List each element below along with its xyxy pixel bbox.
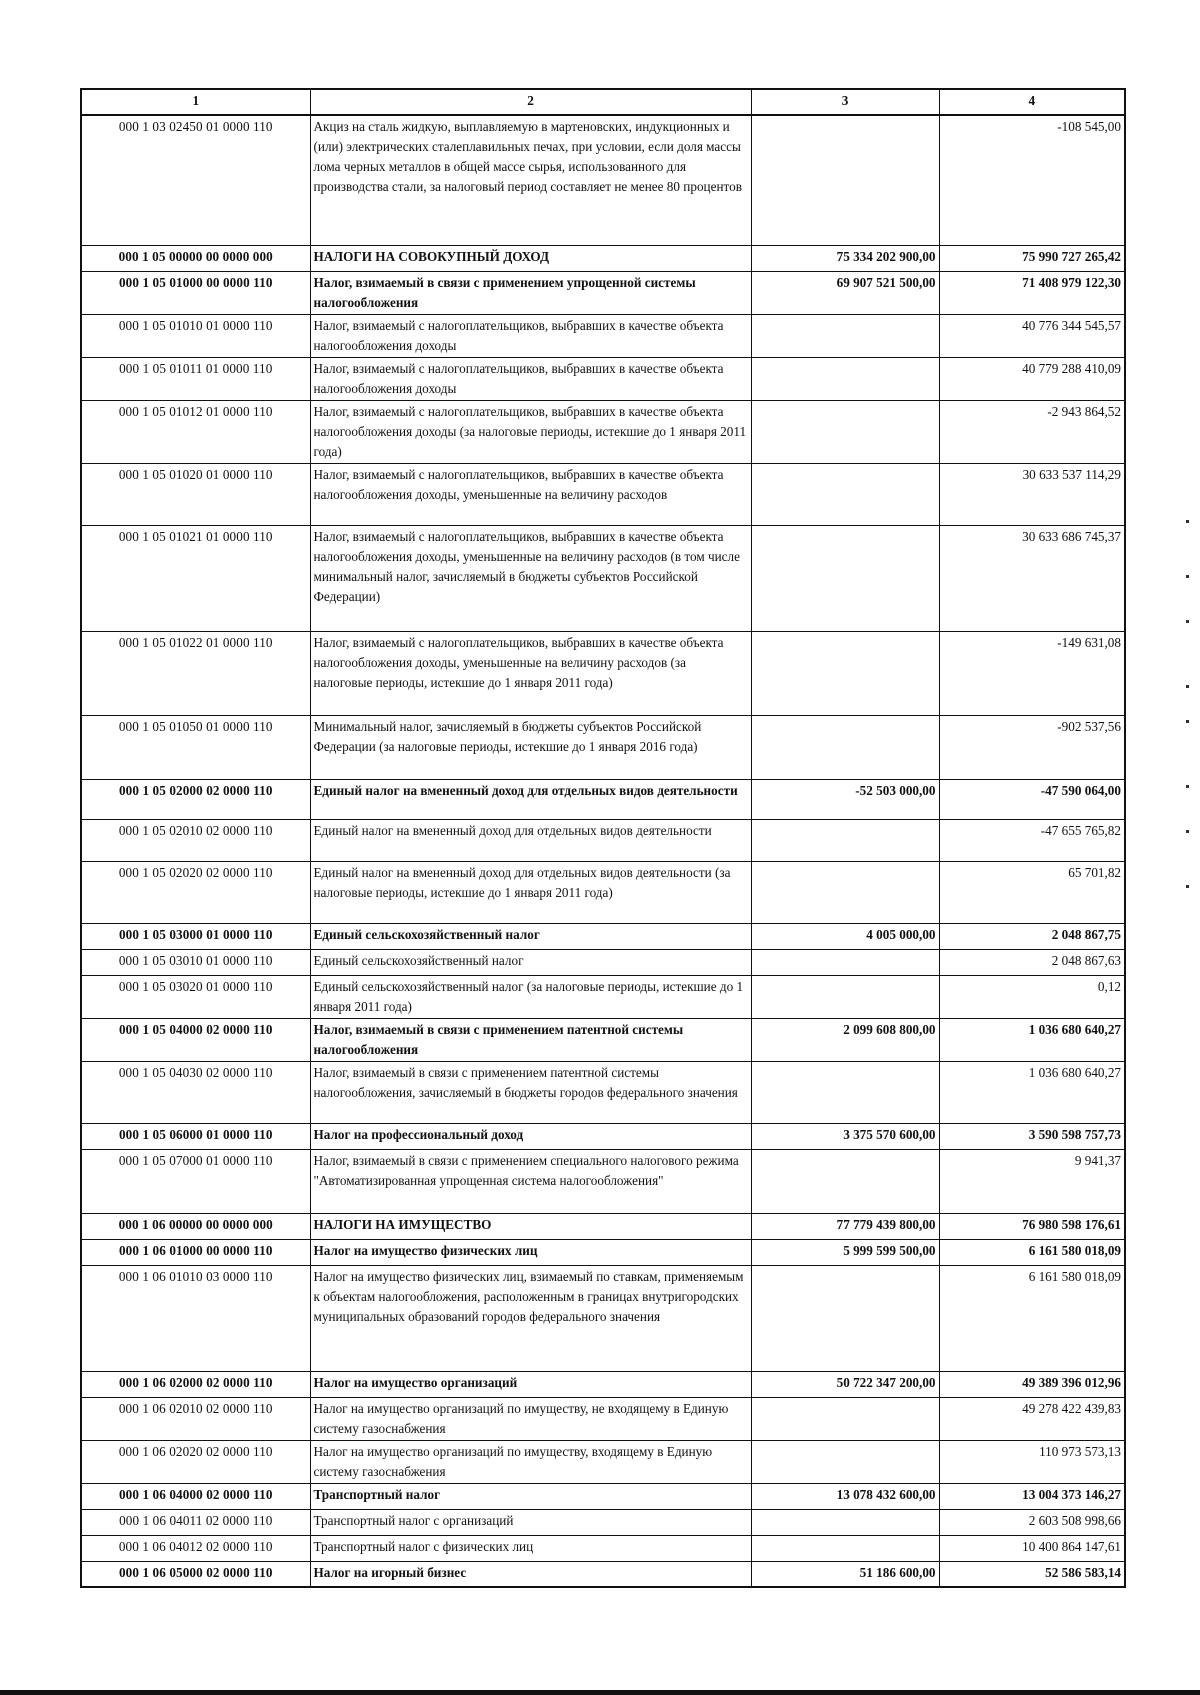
code-cell: 000 1 05 02020 02 0000 110 — [81, 861, 310, 923]
fact-cell: 6 161 580 018,09 — [939, 1265, 1125, 1371]
name-cell: Налог, взимаемый с налогоплательщиков, выбравших в качестве объекта налогообложения доходы, уменьшенные на величину расходов — [310, 463, 751, 525]
name-cell: НАЛОГИ НА СОВОКУПНЫЙ ДОХОД — [310, 245, 751, 271]
plan-cell — [751, 314, 939, 357]
table-body — [81, 115, 1125, 1587]
code-cell: 000 1 06 04000 02 0000 110 — [81, 1483, 310, 1509]
page-bottom-border — [0, 1690, 1200, 1695]
table-row — [81, 1561, 1125, 1587]
fact-cell: 75 990 727 265,42 — [939, 245, 1125, 271]
fact-cell: 76 980 598 176,61 — [939, 1213, 1125, 1239]
code-cell: 000 1 05 01012 01 0000 110 — [81, 400, 310, 463]
fact-cell: 3 590 598 757,73 — [939, 1123, 1125, 1149]
code-cell: 000 1 05 07000 01 0000 110 — [81, 1149, 310, 1213]
code-cell: 000 1 05 01050 01 0000 110 — [81, 715, 310, 779]
name-cell: Налог, взимаемый с налогоплательщиков, выбравших в качестве объекта налогообложения доходы (за налоговые периоды, истекшие до 1 января 2011 года) — [310, 400, 751, 463]
table-row — [81, 1213, 1125, 1239]
table-row — [81, 245, 1125, 271]
plan-cell — [751, 1535, 939, 1561]
table-row — [81, 314, 1125, 357]
plan-cell — [751, 1061, 939, 1123]
code-cell: 000 1 05 03000 01 0000 110 — [81, 923, 310, 949]
table-row — [81, 463, 1125, 525]
column-header-1: 1 — [81, 89, 310, 115]
plan-cell: 5 999 599 500,00 — [751, 1239, 939, 1265]
name-cell: Налог, взимаемый с налогоплательщиков, выбравших в качестве объекта налогообложения доходы — [310, 314, 751, 357]
name-cell: Налог на имущество физических лиц, взимаемый по ставкам, применяемым к объектам налогообложения, расположенным в границах внутригородских муниципальных образований городов федерального значения — [310, 1265, 751, 1371]
code-cell: 000 1 05 03020 01 0000 110 — [81, 975, 310, 1018]
name-cell: Налог, взимаемый с налогоплательщиков, выбравших в качестве объекта налогообложения доходы, уменьшенные на величину расходов (за налоговые периоды, истекшие до 1 января 2011 года) — [310, 631, 751, 715]
plan-cell — [751, 949, 939, 975]
code-cell: 000 1 05 04030 02 0000 110 — [81, 1061, 310, 1123]
column-header-2: 2 — [310, 89, 751, 115]
code-cell: 000 1 05 02010 02 0000 110 — [81, 819, 310, 861]
name-cell: Налог на имущество организаций по имуществу, не входящему в Единую систему газоснабжения — [310, 1397, 751, 1440]
code-cell: 000 1 06 05000 02 0000 110 — [81, 1561, 310, 1587]
table-row — [81, 357, 1125, 400]
plan-cell: 50 722 347 200,00 — [751, 1371, 939, 1397]
table-row — [81, 1061, 1125, 1123]
fact-cell: 110 973 573,13 — [939, 1440, 1125, 1483]
fact-cell: -902 537,56 — [939, 715, 1125, 779]
code-cell: 000 1 05 01020 01 0000 110 — [81, 463, 310, 525]
code-cell: 000 1 06 01010 03 0000 110 — [81, 1265, 310, 1371]
fact-cell: 1 036 680 640,27 — [939, 1018, 1125, 1061]
fact-cell: 30 633 686 745,37 — [939, 525, 1125, 631]
fact-cell: -47 655 765,82 — [939, 819, 1125, 861]
plan-cell — [751, 631, 939, 715]
code-cell: 000 1 05 00000 00 0000 000 — [81, 245, 310, 271]
fact-cell: 2 603 508 998,66 — [939, 1509, 1125, 1535]
table-row — [81, 779, 1125, 819]
name-cell: Транспортный налог с организаций — [310, 1509, 751, 1535]
name-cell: Налог на имущество организаций по имуществу, входящему в Единую систему газоснабжения — [310, 1440, 751, 1483]
column-header-4: 4 — [939, 89, 1125, 115]
name-cell: Единый сельскохозяйственный налог (за налоговые периоды, истекшие до 1 января 2011 года) — [310, 975, 751, 1018]
plan-cell — [751, 1509, 939, 1535]
plan-cell: 2 099 608 800,00 — [751, 1018, 939, 1061]
fact-cell: -149 631,08 — [939, 631, 1125, 715]
table-row — [81, 631, 1125, 715]
table-row — [81, 1371, 1125, 1397]
name-cell: Налог на имущество физических лиц — [310, 1239, 751, 1265]
fact-cell: -108 545,00 — [939, 115, 1125, 245]
plan-cell: 77 779 439 800,00 — [751, 1213, 939, 1239]
table-row — [81, 923, 1125, 949]
table-header-row — [81, 89, 1125, 115]
code-cell: 000 1 05 01021 01 0000 110 — [81, 525, 310, 631]
name-cell: Единый сельскохозяйственный налог — [310, 949, 751, 975]
table-row — [81, 819, 1125, 861]
fact-cell: 40 779 288 410,09 — [939, 357, 1125, 400]
fact-cell: 9 941,37 — [939, 1149, 1125, 1213]
table-row — [81, 861, 1125, 923]
scan-edge-marks — [1186, 520, 1192, 920]
plan-cell — [751, 1265, 939, 1371]
plan-cell: 13 078 432 600,00 — [751, 1483, 939, 1509]
plan-cell — [751, 400, 939, 463]
fact-cell: 40 776 344 545,57 — [939, 314, 1125, 357]
code-cell: 000 1 05 01000 00 0000 110 — [81, 271, 310, 314]
fact-cell: 2 048 867,75 — [939, 923, 1125, 949]
name-cell: Акциз на сталь жидкую, выплавляемую в мартеновских, индукционных и (или) электрических сталеплавильных печах, при условии, если доля массы лома черных металлов в общей массе сырья, использованного для производства стали, за налоговый период составляет не менее 80 процентов — [310, 115, 751, 245]
name-cell: Единый налог на вмененный доход для отдельных видов деятельности — [310, 819, 751, 861]
fact-cell: -2 943 864,52 — [939, 400, 1125, 463]
fact-cell: 49 278 422 439,83 — [939, 1397, 1125, 1440]
revenue-table — [80, 88, 1126, 1588]
code-cell: 000 1 06 02010 02 0000 110 — [81, 1397, 310, 1440]
code-cell: 000 1 06 04011 02 0000 110 — [81, 1509, 310, 1535]
name-cell: Налог на имущество организаций — [310, 1371, 751, 1397]
fact-cell: 65 701,82 — [939, 861, 1125, 923]
plan-cell — [751, 819, 939, 861]
table-row — [81, 1265, 1125, 1371]
plan-cell — [751, 861, 939, 923]
table-row — [81, 1018, 1125, 1061]
plan-cell: 69 907 521 500,00 — [751, 271, 939, 314]
fact-cell: 52 586 583,14 — [939, 1561, 1125, 1587]
fact-cell: -47 590 064,00 — [939, 779, 1125, 819]
code-cell: 000 1 06 02020 02 0000 110 — [81, 1440, 310, 1483]
name-cell: Налог, взимаемый с налогоплательщиков, выбравших в качестве объекта налогообложения доходы, уменьшенные на величину расходов (в том числе минимальный налог, зачисляемый в бюджеты субъектов Российской Федерации) — [310, 525, 751, 631]
table-row — [81, 400, 1125, 463]
code-cell: 000 1 06 01000 00 0000 110 — [81, 1239, 310, 1265]
name-cell: Минимальный налог, зачисляемый в бюджеты субъектов Российской Федерации (за налоговые периоды, истекшие до 1 января 2016 года) — [310, 715, 751, 779]
code-cell: 000 1 06 04012 02 0000 110 — [81, 1535, 310, 1561]
name-cell: Налог, взимаемый в связи с применением специального налогового режима "Автоматизированная упрощенная система налогообложения" — [310, 1149, 751, 1213]
plan-cell — [751, 115, 939, 245]
code-cell: 000 1 05 01022 01 0000 110 — [81, 631, 310, 715]
code-cell: 000 1 05 06000 01 0000 110 — [81, 1123, 310, 1149]
plan-cell: 75 334 202 900,00 — [751, 245, 939, 271]
table-row — [81, 1397, 1125, 1440]
table-row — [81, 1440, 1125, 1483]
plan-cell — [751, 975, 939, 1018]
plan-cell: 51 186 600,00 — [751, 1561, 939, 1587]
fact-cell: 1 036 680 640,27 — [939, 1061, 1125, 1123]
table-row — [81, 1239, 1125, 1265]
fact-cell: 30 633 537 114,29 — [939, 463, 1125, 525]
code-cell: 000 1 05 03010 01 0000 110 — [81, 949, 310, 975]
plan-cell — [751, 357, 939, 400]
plan-cell — [751, 463, 939, 525]
name-cell: Налог, взимаемый в связи с применением патентной системы налогообложения, зачисляемый в бюджеты городов федерального значения — [310, 1061, 751, 1123]
code-cell: 000 1 05 04000 02 0000 110 — [81, 1018, 310, 1061]
code-cell: 000 1 05 01011 01 0000 110 — [81, 357, 310, 400]
table-row — [81, 271, 1125, 314]
code-cell: 000 1 03 02450 01 0000 110 — [81, 115, 310, 245]
name-cell: Налог, взимаемый в связи с применением упрощенной системы налогообложения — [310, 271, 751, 314]
plan-cell: 4 005 000,00 — [751, 923, 939, 949]
fact-cell: 6 161 580 018,09 — [939, 1239, 1125, 1265]
plan-cell — [751, 1440, 939, 1483]
table-row — [81, 1149, 1125, 1213]
column-header-3: 3 — [751, 89, 939, 115]
plan-cell — [751, 1149, 939, 1213]
table-row — [81, 525, 1125, 631]
plan-cell: -52 503 000,00 — [751, 779, 939, 819]
name-cell: Налог на игорный бизнес — [310, 1561, 751, 1587]
name-cell: НАЛОГИ НА ИМУЩЕСТВО — [310, 1213, 751, 1239]
plan-cell — [751, 525, 939, 631]
table-row — [81, 949, 1125, 975]
fact-cell: 0,12 — [939, 975, 1125, 1018]
table-row — [81, 715, 1125, 779]
code-cell: 000 1 06 02000 02 0000 110 — [81, 1371, 310, 1397]
name-cell: Единый сельскохозяйственный налог — [310, 923, 751, 949]
fact-cell: 49 389 396 012,96 — [939, 1371, 1125, 1397]
code-cell: 000 1 05 02000 02 0000 110 — [81, 779, 310, 819]
plan-cell — [751, 715, 939, 779]
name-cell: Налог на профессиональный доход — [310, 1123, 751, 1149]
table-row — [81, 1509, 1125, 1535]
plan-cell: 3 375 570 600,00 — [751, 1123, 939, 1149]
fact-cell: 13 004 373 146,27 — [939, 1483, 1125, 1509]
table-row — [81, 1483, 1125, 1509]
code-cell: 000 1 06 00000 00 0000 000 — [81, 1213, 310, 1239]
table-row — [81, 115, 1125, 245]
budget-report-sheet — [80, 88, 1124, 1588]
table-row — [81, 975, 1125, 1018]
name-cell: Транспортный налог с физических лиц — [310, 1535, 751, 1561]
fact-cell: 2 048 867,63 — [939, 949, 1125, 975]
table-row — [81, 1123, 1125, 1149]
fact-cell: 71 408 979 122,30 — [939, 271, 1125, 314]
name-cell: Единый налог на вмененный доход для отдельных видов деятельности — [310, 779, 751, 819]
name-cell: Налог, взимаемый в связи с применением патентной системы налогообложения — [310, 1018, 751, 1061]
name-cell: Единый налог на вмененный доход для отдельных видов деятельности (за налоговые периоды, истекшие до 1 января 2011 года) — [310, 861, 751, 923]
name-cell: Транспортный налог — [310, 1483, 751, 1509]
code-cell: 000 1 05 01010 01 0000 110 — [81, 314, 310, 357]
fact-cell: 10 400 864 147,61 — [939, 1535, 1125, 1561]
plan-cell — [751, 1397, 939, 1440]
name-cell: Налог, взимаемый с налогоплательщиков, выбравших в качестве объекта налогообложения доходы — [310, 357, 751, 400]
table-row — [81, 1535, 1125, 1561]
